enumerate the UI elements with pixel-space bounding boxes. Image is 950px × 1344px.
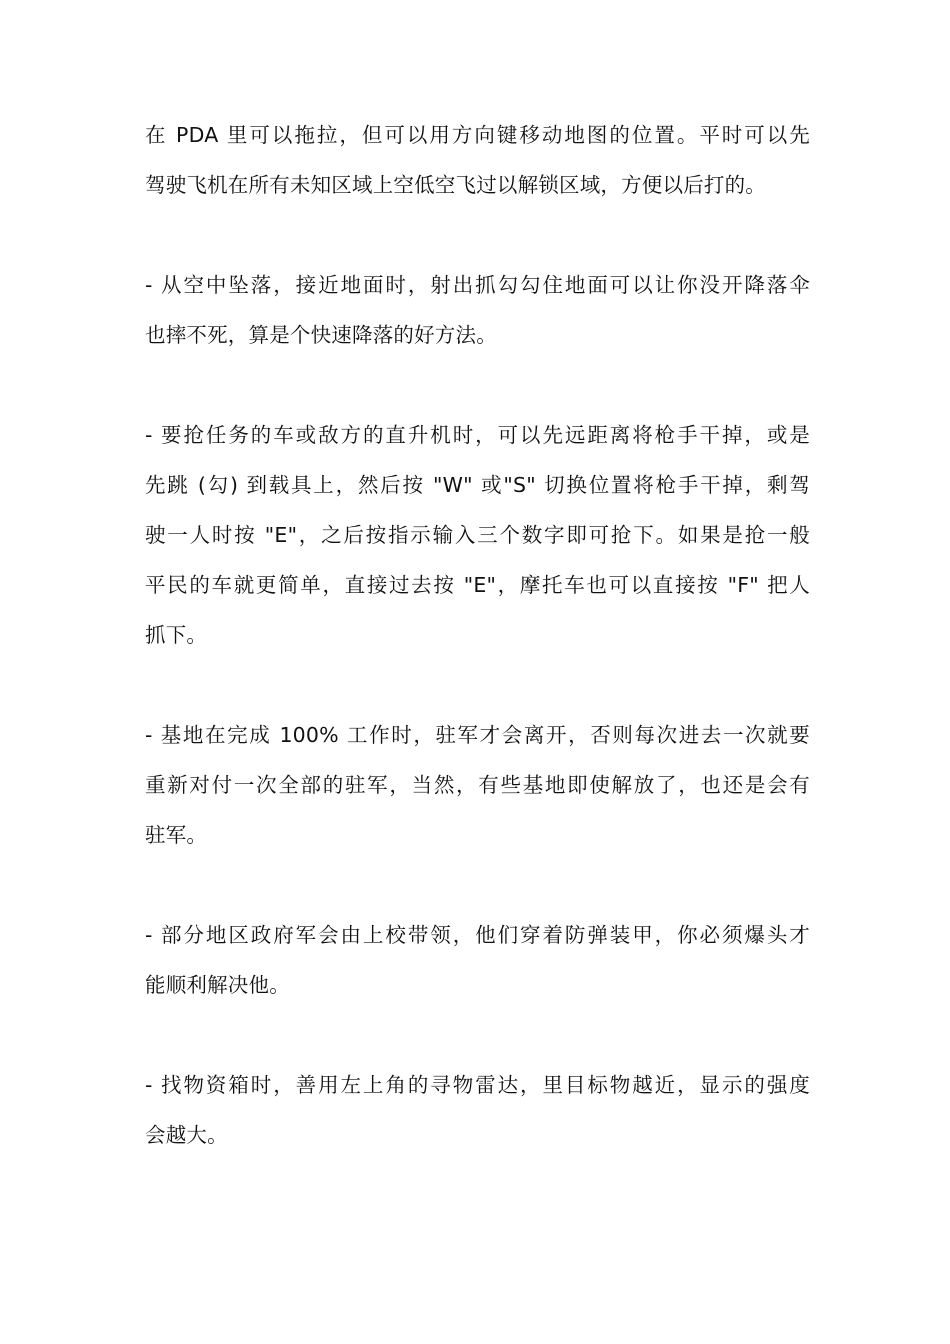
text-line: - 部分地区政府军会由上校带领，他们穿着防弹装甲，你必须爆头才 xyxy=(145,923,810,947)
text-line: - 基地在完成 100% 工作时，驻军才会离开，否则每次进去一次就要 xyxy=(145,723,810,747)
text-line: 在 PDA 里可以拖拉，但可以用方向键移动地图的位置。平时可以先 xyxy=(145,123,810,147)
text-line: - 找物资箱时，善用左上角的寻物雷达，里目标物越近，显示的强度 xyxy=(145,1073,810,1097)
text-line: 重新对付一次全部的驻军，当然，有些基地即使解放了，也还是会有 xyxy=(145,773,810,797)
paragraph-supply-radar xyxy=(145,1060,810,1160)
text-line: 驶一人时按 "E"，之后按指示输入三个数字即可抢下。如果是抢一般 xyxy=(145,523,810,547)
text-line: - 从空中坠落，接近地面时，射出抓勾勾住地面可以让你没开降落伞 xyxy=(145,273,810,297)
paragraph-pda-map xyxy=(145,110,810,210)
text-line: - 要抢任务的车或敌方的直升机时，可以先远距离将枪手干掉，或是 xyxy=(145,423,810,447)
paragraph-base-garrison xyxy=(145,710,810,860)
text-line: 平民的车就更简单，直接过去按 "E"，摩托车也可以直接按 "F" 把人 xyxy=(145,573,810,597)
text-line: 驾驶飞机在所有未知区域上空低空飞过以解锁区域，方便以后打的。 xyxy=(145,173,766,197)
paragraph-vehicle-hijack xyxy=(145,410,810,660)
text-line: 也摔不死，算是个快速降落的好方法。 xyxy=(145,323,497,347)
text-line: 抓下。 xyxy=(145,623,208,647)
text-line: 能顺利解决他。 xyxy=(145,973,290,997)
text-line: 会越大。 xyxy=(145,1123,228,1147)
document-body xyxy=(145,110,810,1210)
text-line: 驻军。 xyxy=(145,823,208,847)
paragraph-grapple-landing xyxy=(145,260,810,360)
paragraph-colonel-armor xyxy=(145,910,810,1010)
text-line: 先跳 (勾) 到载具上，然后按 "W" 或"S" 切换位置将枪手干掉，剩驾 xyxy=(145,473,810,497)
